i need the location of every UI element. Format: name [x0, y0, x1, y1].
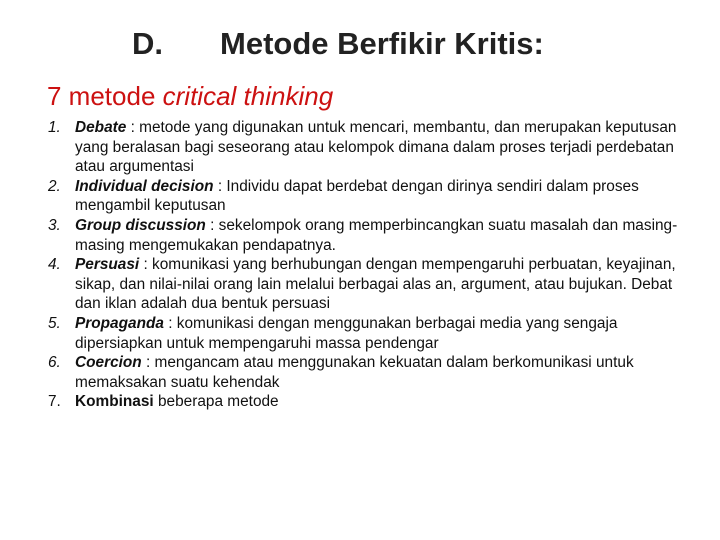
item-description: beberapa metode	[153, 393, 279, 411]
methods-list	[48, 118, 698, 412]
item-term: Persuasi	[75, 256, 140, 274]
item-number: 2.	[48, 177, 61, 195]
item-number: 1.	[48, 119, 61, 136]
item-term: Group discussion	[75, 216, 206, 234]
list-item	[48, 392, 698, 412]
item-description: : Individu dapat berdebat dengan dirinya sendiri dalam proses mengambil keputusan	[75, 177, 639, 215]
title-text: Metode Berfikir Kritis:	[220, 26, 544, 61]
item-number: 7.	[48, 393, 61, 411]
item-number: 6.	[48, 354, 61, 372]
list-item	[48, 255, 698, 314]
item-description: : metode yang digunakan untuk mencari, membantu, dan merupakan keputusan yang beralasan bagi seseorang atau kelompok dimana dalam proses terjadi perdebatan atau argumentasi	[75, 119, 677, 176]
item-description: : mengancam atau menggunakan kekuatan dalam berkomunikasi untuk memaksakan suatu kehendak	[75, 354, 634, 391]
item-description: : sekelompok orang memperbincangkan suatu masalah dan masing-masing mengemukakan pendapatnya.	[75, 216, 678, 254]
list-item	[48, 177, 698, 216]
item-term: Coercion	[75, 354, 142, 372]
item-description: : komunikasi yang berhubungan dengan mempengaruhi perbuatan, keyajinan, sikap, dan nilai-nilai orang lain melalui berbagai alas an, argument, atau bujukan. Debat dan iklan adalah dua bentuk persuasi	[75, 256, 676, 313]
item-term: Individual decision	[75, 177, 214, 195]
list-item	[48, 118, 698, 177]
slide-title	[0, 22, 720, 72]
list-item	[48, 314, 698, 353]
item-term: Propaganda	[75, 314, 164, 332]
subtitle	[47, 81, 333, 112]
item-number: 3.	[48, 216, 61, 234]
subtitle-emphasis: critical thinking	[162, 81, 334, 111]
subtitle-prefix: 7 metode	[47, 81, 163, 111]
item-number: 4.	[48, 256, 61, 274]
item-description: : komunikasi dengan menggunakan berbagai media yang sengaja dipersiapkan untuk mempengaruhi massa pendengar	[75, 314, 618, 352]
list-item	[48, 216, 698, 255]
item-term: Kombinasi	[75, 393, 154, 411]
section-letter: D.	[132, 26, 163, 61]
item-number: 5.	[48, 314, 61, 332]
list-item	[48, 353, 698, 392]
item-term: Debate	[75, 119, 127, 136]
